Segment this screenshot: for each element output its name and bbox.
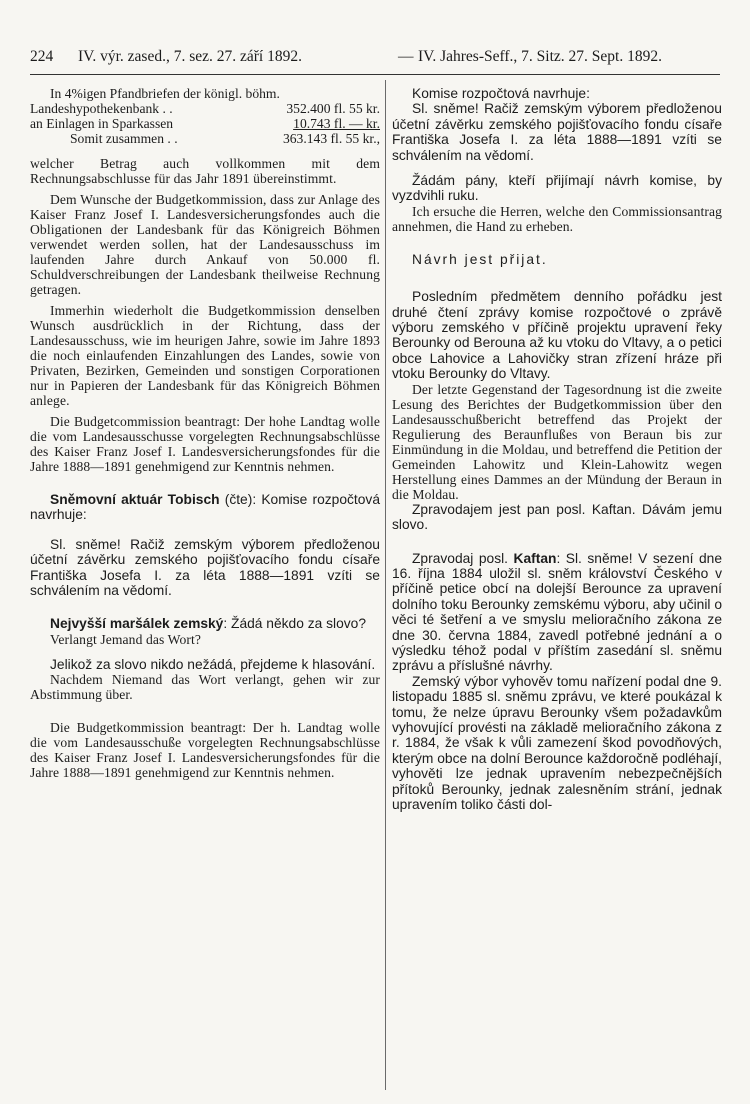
paragraph: Nachdem Niemand das Wort verlangt, gehen wir zur Abstimmung über. <box>30 672 380 703</box>
paragraph: welcher Betrag auch vollkommen mit dem Rechnungsabschlusse für das Jahr 1891 übereinstimmt. <box>30 156 380 186</box>
header-czech: IV. výr. zased., 7. sez. 27. září 1892. <box>78 48 302 65</box>
ledger-label: Somit zusammen . . <box>70 131 178 146</box>
ledger-value: 363.143 fl. 55 kr., <box>282 131 380 146</box>
speaker-name: Nejvyšší maršálek zemský <box>50 616 224 632</box>
speaker-name: Sněmovní aktuár Tobisch <box>50 492 220 507</box>
paragraph: Ich ersuche die Herren, welche den Commissionsantrag annehmen, die Hand zu erheben. <box>392 203 722 234</box>
paragraph: Sl. sněme! Račiž zemským výborem předloženou účetní závěrku zemského pojišťovacího fondu císaře Františka Josefa I. za léta 1888—1891 vzíti se schválením na vědomí. <box>30 536 380 599</box>
paragraph: Posledním předmětem denního pořádku jest druhé čtení zprávy komise rozpočtové o zprávě výboru zemského v příčině projektu upravení řeky Berounky od Berouna až ku vtoku do Vltavy, a o petici obce Lahovice a Lahovičky stran zřízení hráze při vtoku Berounky do Vltavy. <box>392 289 722 382</box>
page-number: 224 <box>30 48 54 65</box>
ledger-row <box>30 116 380 131</box>
speech-text: : Sl. sněme! V sezení dne 16. října 1884 uložil sl. sněm království Českého v příčině petice obcí na dolejší Berounce za upravení dolního toku Berounky zemskému výboru, aby učinil o věci té šetření a ve smyslu melioračního zákona ze dne 30. června 1884, zavedl potřebné jednání a o výsledku téhož podal v příštím zasedání sl. sněmu zprávu a příslušné návrhy. <box>392 550 722 674</box>
paragraph: Zemský výbor vyhověv tomu nařízení podal dne 9. listopadu 1885 sl. sněmu zprávu, ve které poukázal k tomu, že nelze úpravu Berounky všem požadavkům vyhovující provésti na základě melioračního zákona z r. 1884, že však k vůli zamezení škod povodňových, kterým obce na dolní Berounce každoročně podléhají, vyhověti lze jednak upravením nebezpečnějších přítoků Berounky, jednak zalesněním strání, jednak upravením toliko části dol- <box>392 673 722 812</box>
paragraph: Zpravodajem jest pan posl. Kaftan. Dávám jemu slovo. <box>392 501 722 533</box>
paragraph: Der letzte Gegenstand der Tagesordnung ist die zweite Lesung des Berichtes der Budgetkommission über den Landesausschußbericht betreffend das Projekt der Regulierung des Beraunflußes von Beraun bis zur Einmündung in die Moldau, und betreffend die Petition der Gemeinden Lahowitz und Klein-Lahowitz wegen Herstellung eines Dammes an der Mündung der Beraun in die Moldau. <box>392 381 722 502</box>
speech-text: Zpravodaj posl. <box>412 550 514 566</box>
paragraph <box>30 492 380 523</box>
column-divider <box>385 80 386 1090</box>
speech-text: (čte): Komise rozpočtová navrhuje: <box>30 492 380 523</box>
paragraph: Jelikož za slovo nikdo nežádá, přejdeme k hlasování. <box>50 656 376 672</box>
header-german: IV. Jahres-Seff., 7. Sitz. 27. Sept. 1892. <box>418 48 662 65</box>
ledger-value: 352.400 fl. 55 kr. <box>286 101 380 116</box>
paragraph: Žádám pány, kteří přijímají návrh komise, by vyzdvihli ruku. <box>392 173 722 204</box>
ledger-table <box>30 86 380 146</box>
paragraph: Verlangt Jemand das Wort? <box>50 631 202 647</box>
paragraph: Dem Wunsche der Budgetkommission, dass zur Anlage des Kaiser Franz Josef I. Landesversicherungsfondes auch die Obligationen der Landesbank für das Königreich Böhmen verwendet werden sollen, hat der Landesausschuss im laufenden Jahre durch Ankauf von 50.000 fl. Schuldverschreibungen der Landesbank theilweise Rechnung getragen. <box>30 192 380 297</box>
paragraph: Immerhin wiederholt die Budgetkommission denselben Wunsch ausdrücklich in der Richtung, dass der Landesausschuss, wie im heurigen Jahre, sowie im Jahre 1893 die noch einlaufenden Einzahlungen des Landes, sowie von Privaten, Bezirken, Gemeinden und sonstigen Corporationen nur in Papieren der Landesbank für das Königreich Böhmen anlege. <box>30 303 380 408</box>
header-dash: — <box>398 48 414 65</box>
paragraph: Návrh jest přijat. <box>412 251 548 267</box>
ledger-label: Landeshypothekenbank . . <box>30 101 173 116</box>
paragraph: Komise rozpočtová navrhuje: <box>412 86 590 101</box>
ledger-label: an Einlagen in Sparkassen <box>30 116 174 131</box>
paragraph: Die Budgetkommission beantragt: Der h. Landtag wolle die vom Landesausschuße vorgelegten Rechnungsabschlüsse des Kaiser Franz Josef I. Landesversicherungsfondes für die Jahre 1888—1891 genehmigend zur Kenntnis nehmen. <box>30 720 380 781</box>
paragraph: Sl. sněme! Račiž zemským výborem předloženou účetní závěrku zemského pojišťovacího fondu císaře Františka Josefa I. za léta 1888—1891 vzíti se schválením na vědomí. <box>392 101 722 163</box>
speech-text: : Žádá někdo za slovo? <box>223 616 367 632</box>
ledger-value: 10.743 fl. — kr. <box>293 116 380 131</box>
speaker-name: Kaftan <box>513 550 557 566</box>
page-header <box>30 44 720 75</box>
ledger-intro: In 4%igen Pfandbriefen der königl. böhm. <box>50 86 280 101</box>
ledger-row <box>30 101 380 116</box>
right-column <box>392 86 722 812</box>
left-column <box>30 86 380 780</box>
ledger-total-row <box>30 131 380 146</box>
paragraph: Die Budgetcommission beantragt: Der hohe Landtag wolle die vom Landesausschusse vorgelegten Rechnungsabschlüsse des Kaiser Franz Josef I. Landesversicherungsfondes für die Jahre 1888—1891 genehmigend zur Kenntnis nehmen. <box>30 414 380 474</box>
paragraph <box>392 551 722 674</box>
paragraph <box>30 616 380 631</box>
